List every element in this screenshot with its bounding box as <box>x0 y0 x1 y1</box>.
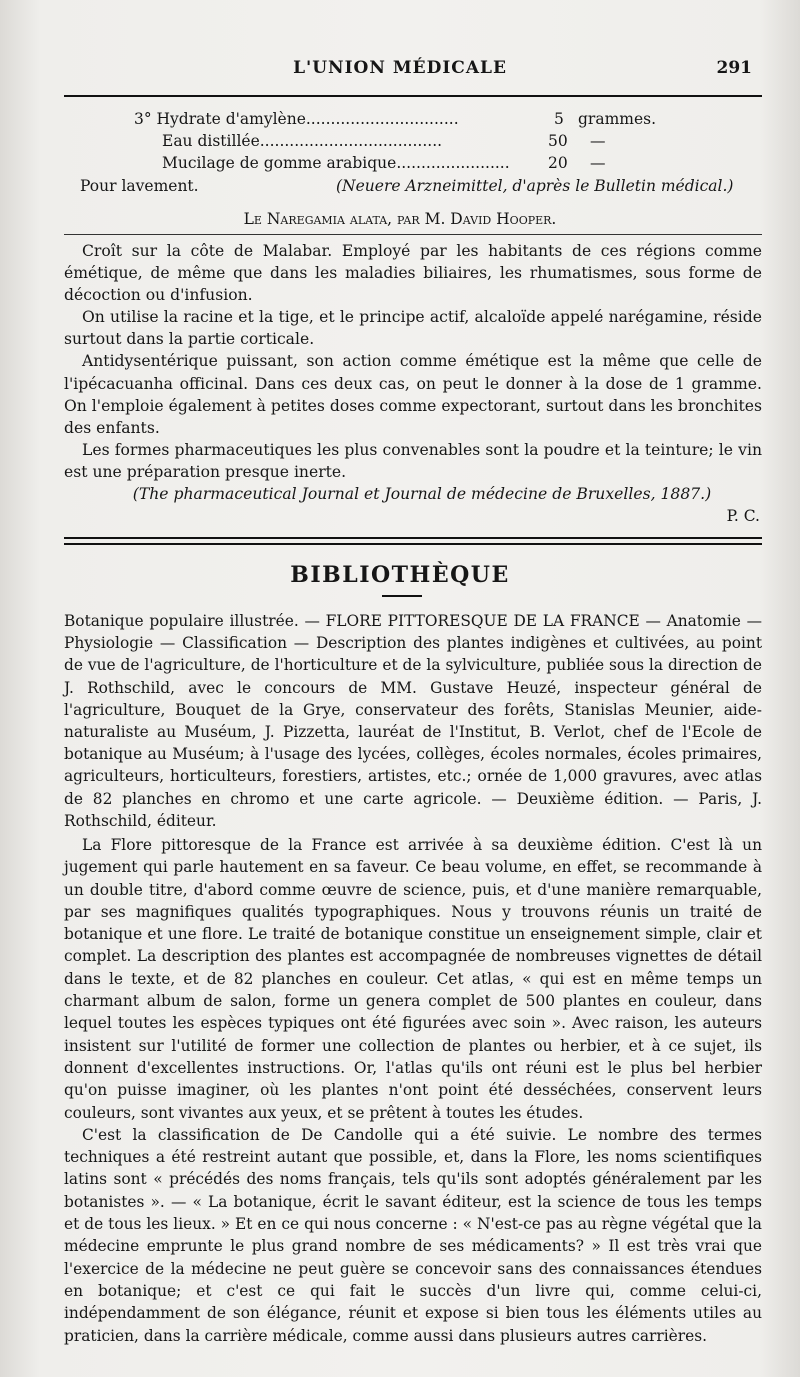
review-paragraph-2: C'est la classification de De Candolle qui a été suivie. Le nombre des termes techniques a été restreint autant que possible, et, dans la Flore, les noms scientifiques latins sont « précédés des noms français, tels qu'ils sont adoptés généralement par les botanistes ». — « La botanique, écrit le savant éditeur, est la science de tous les temps et de tous les lieux. » Et en ce qui nous concerne : « N'est-ce pas au règne végétal que la médecine emprunte le plus grand nombre de ses médicaments? » Il est très vrai que l'exercice de la médecine ne peut guère se concevoir sans des connaissances étendues en botanique; et c'est ce qui fait le succès d'un livre qui, comme celui-ci, indépendamment de son élégance, réunit et expose si bien tous les éléments utiles au praticien, dans la carrière médicale, comme aussi dans plusieurs autres carrières. <box>64 1125 762 1345</box>
naregamia-paragraph-3: Antidysentérique puissant, son action comme émétique est la même que celle de l'ipécacuanha officinal. Dans ces deux cas, on peut le donner à la dose de 1 gramme. On l'emploie également à petites doses comme expectorant, surtout dans les bronchites des enfants. <box>64 352 762 437</box>
review-body <box>64 834 762 1347</box>
recipe-line-3-qty: 20 <box>548 154 568 172</box>
recipe-line-1-qty: 5 <box>554 110 564 128</box>
book-entry <box>64 610 762 832</box>
title-underline <box>382 595 422 597</box>
naregamia-source: (The pharmaceutical Journal et Journal de médecine de Bruxelles, 1887.) <box>132 485 712 504</box>
review-paragraph-1: La Flore pittoresque de la France est arrivée à sa deuxième édition. C'est là un jugement qui parle hautement en sa faveur. Ce beau volume, en effet, se recommande à un double titre, d'abord comme œuvre de science, puis, et d'une manière remarquable, par ses magnifiques qualités typographiques. Nous y trouvons réunis un traité de botanique et une flore. Le traité de botanique constitue un enseignement simple, clair et complet. La description des plantes est accompagnée de nombreuses vignettes de détail dans le texte, et de 82 planches en couleur. Cet atlas, « qui est en même temps un charmant album de salon, forme un genera complet de 500 plantes en couleur, dans lequel toutes les espèces typiques ont été figurées avec soin ». Avec raison, les auteurs insistent sur l'utilité de former une collection de plantes ou herbier, et à ce sujet, ils donnent d'excellentes instructions. Or, l'atlas qu'ils ont réuni est le plus bel herbier qu'on puisse imaginer, où les plantes n'ont point été desséchées, conservent leurs couleurs, sont vivantes aux yeux, et se prêtent à toutes les études. <box>64 836 762 1122</box>
journal-title: L'UNION MÉDICALE <box>293 58 507 78</box>
section-rule-bottom <box>64 543 762 545</box>
naregamia-paragraph-2: On utilise la racine et la tige, et le principe actif, alcaloïde appelé narégamine, réside surtout dans la partie corticale. <box>64 308 762 349</box>
recipe-line-3-name: Mucilage de gomme arabique....................... <box>162 154 510 172</box>
naregamia-paragraph-4: Les formes pharmaceutiques les plus convenables sont la poudre et la teinture; le vin est une préparation presque inerte. <box>64 440 762 481</box>
recipe-line-1-name: 3° Hydrate d'amylène............................... <box>134 110 459 128</box>
header-rule <box>64 95 762 97</box>
recipe-line-1-unit: grammes. <box>578 110 657 128</box>
recipe-line-3-unit: — <box>590 154 606 172</box>
naregamia-signature: P. C. <box>726 507 760 525</box>
book-entry-text: Botanique populaire illustrée. — FLORE PITTORESQUE DE LA FRANCE — Anatomie — Physiologie — Classification — Description des plantes indigènes et cultivées, au point de vue de l'agriculture, de l'horticulture et de la sylviculture, publiée sous la direction de J. Rothschild, avec le concours de MM. Gustave Heuzé, inspecteur général de l'agriculture, Bouquet de la Grye, conservateur des forêts, Stanislas Meunier, aide-naturaliste au Muséum, J. Pizzetta, lauréat de l'Institut, B. Verlot, chef de l'Ecole de botanique au Muséum; à l'usage des lycées, collèges, écoles normales, écoles primaires, agriculteurs, horticulteurs, forestiers, artistes, etc.; ornée de 1,000 gravures, avec atlas de 82 planches en chromo et une carte agricole. — Deuxième édition. — Paris, J. Rothschild, éditeur. <box>64 612 762 830</box>
recipe-source: (Neuere Arzneimittel, d'après le Bulletin médical.) <box>336 177 734 195</box>
page-number: 291 <box>716 58 752 78</box>
naregamia-paragraph-1: Croît sur la côte de Malabar. Employé par les habitants de ces régions comme émétique, de même que dans les maladies biliaires, les rhumatismes, sous forme de décoction ou d'infusion. <box>64 242 762 305</box>
recipe-line-2-qty: 50 <box>548 132 568 150</box>
naregamia-body <box>64 240 762 505</box>
recipe-use: Pour lavement. <box>80 177 199 195</box>
naregamia-title: Le Naregamia alata, par M. David Hooper. <box>243 210 557 228</box>
section-rule-top <box>64 537 762 539</box>
recipe-line-2-unit: — <box>590 132 606 150</box>
naregamia-rule <box>64 234 762 235</box>
section-title: BIBLIOTHÈQUE <box>290 562 510 588</box>
recipe-line-2-name: Eau distillée..................................... <box>162 132 443 150</box>
running-header <box>0 58 800 84</box>
